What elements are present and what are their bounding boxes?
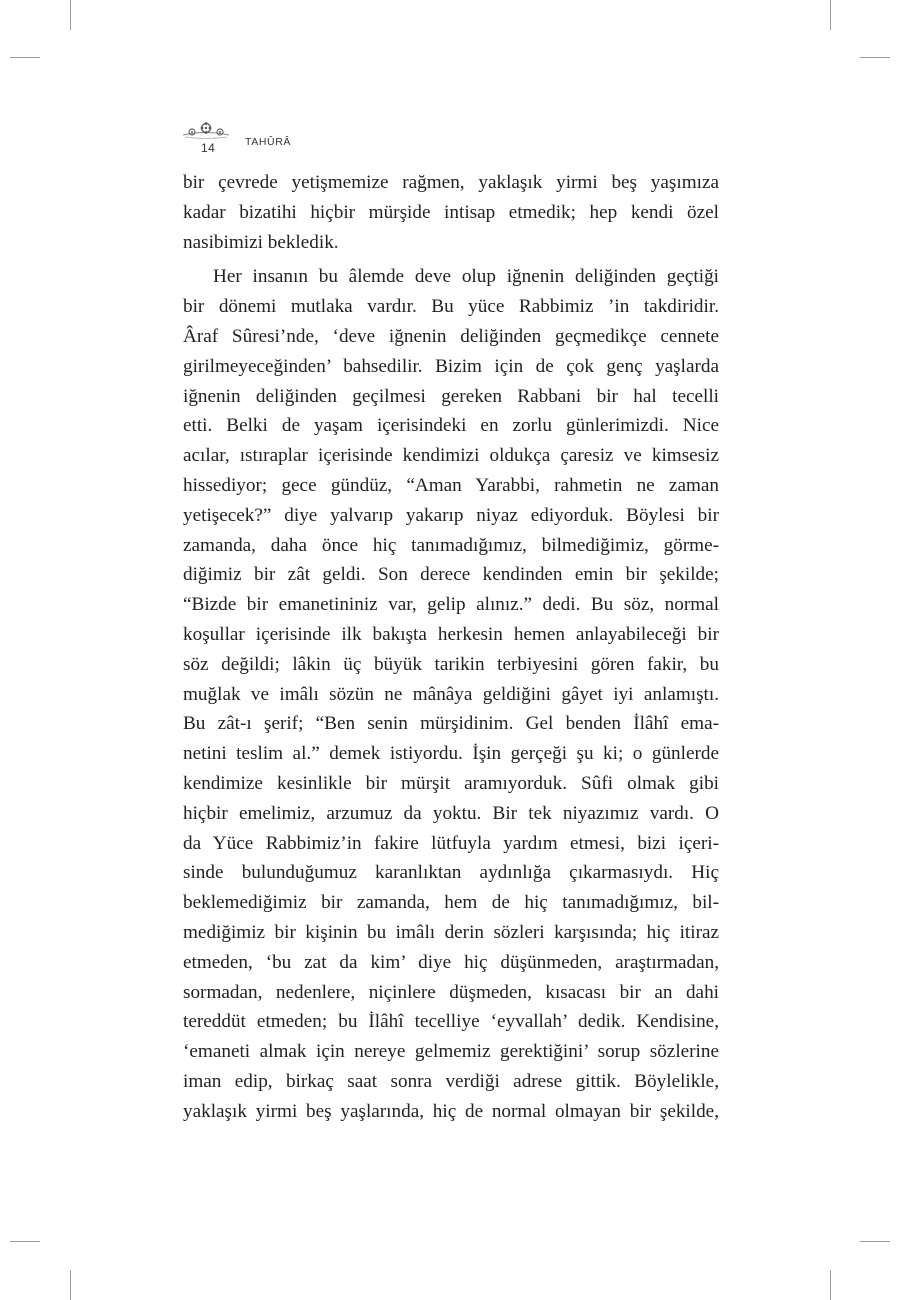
crop-mark-top-right	[830, 0, 831, 30]
floral-ornament-icon	[181, 120, 231, 142]
text-line: Her insanın bu âlemde deve olup iğnenin deliğinden geçtiği	[213, 266, 719, 288]
crop-mark-right-top	[860, 57, 890, 58]
text-line: iman edip, birkaç saat sonra verdiği adrese gittik. Böylelikle,	[183, 1070, 719, 1092]
text-line: netini teslim al.” demek istiyordu. İşin gerçeği şu ki; o günlerde	[183, 743, 719, 765]
text-line: söz değildi; lâkin üç büyük tarikin terbiyesini gören fakir, bu	[183, 653, 719, 675]
text-line: diğimiz bir zât geldi. Son derece kendinden emin bir şekilde;	[183, 564, 719, 586]
text-line: sormadan, nedenlere, niçinlere düşmeden, kısacası bir an dahi	[183, 981, 719, 1003]
text-line: bir çevrede yetişmemize rağmen, yaklaşık yirmi beş yaşımıza	[183, 172, 719, 193]
text-line: sinde bulunduğumuz karanlıktan aydınlığa çıkarmasıydı. Hiç	[183, 862, 719, 884]
text-line: ‘emaneti almak için nereye gelmemiz gerektiğini’ sorup sözlerine	[183, 1041, 719, 1063]
text-line: yetişecek?” diye yalvarıp yakarıp niyaz ediyorduk. Böylesi bir	[183, 504, 719, 526]
text-line: kendimize kesinlikle bir mürşit aramıyorduk. Sûfi olmak gibi	[183, 772, 719, 794]
text-line: hiçbir emelimiz, arzumuz da yoktu. Bir tek niyazımız vardı. O	[183, 802, 719, 824]
text-line: beklemediğimiz bir zamanda, hem de hiç tanımadığımız, bil-	[183, 892, 719, 914]
text-line: koşullar içerisinde ilk bakışta herkesin hemen anlayabileceği bir	[183, 623, 719, 645]
crop-mark-left-top	[10, 57, 40, 58]
crop-mark-right-bottom	[860, 1241, 890, 1242]
crop-mark-bottom-right	[830, 1270, 831, 1300]
text-line: yaklaşık yirmi beş yaşlarında, hiç de normal olmayan bir şekilde,	[183, 1100, 719, 1122]
text-line: nasibimizi bekledik.	[183, 231, 339, 253]
crop-mark-bottom-left	[70, 1270, 71, 1300]
text-line: Bu zât-ı şerif; “Ben senin mürşidinim. Gel benden İlâhî ema-	[183, 713, 719, 735]
text-line: acılar, ıstıraplar içerisinde kendimizi oldukça çaresiz ve kimsesiz	[183, 445, 719, 467]
text-line: bir dönemi mutlaka vardır. Bu yüce Rabbimiz ’in takdiridir.	[183, 296, 719, 318]
running-title: TAHÛRÂ	[245, 136, 291, 148]
text-line: tereddüt etmeden; bu İlâhî tecelliye ‘eyvallah’ dedik. Kendisine,	[183, 1011, 719, 1033]
text-line: kadar bizatihi hiçbir mürşide intisap etmedik; hep kendi özel	[183, 201, 719, 223]
page-number: 14	[201, 141, 216, 155]
page-header	[181, 120, 721, 160]
paragraph	[183, 168, 719, 257]
body-text	[183, 168, 719, 1127]
paragraph	[183, 262, 719, 1126]
text-line: etmeden, ‘bu zat da kim’ diye hiç düşünmeden, araştırmadan,	[183, 951, 719, 973]
crop-mark-left-bottom	[10, 1241, 40, 1242]
text-line: girilmeyeceğinden’ bahsedilir. Bizim için de çok genç yaşlarda	[183, 355, 719, 377]
text-line: Âraf Sûresi’nde, ‘deve iğnenin deliğinden geçmedikçe cennete	[183, 325, 719, 347]
text-line: etti. Belki de yaşam içerisindeki en zorlu günlerimizdi. Nice	[183, 415, 719, 437]
crop-mark-top-left	[70, 0, 71, 30]
text-line: mediğimiz bir kişinin bu imâlı derin sözleri karşısında; hiç itiraz	[183, 921, 719, 943]
text-line: “Bizde bir emanetininiz var, gelip alınız.” dedi. Bu söz, normal	[183, 594, 719, 616]
text-line: zamanda, daha önce hiç tanımadığımız, bilmediğimiz, görme-	[183, 534, 719, 556]
text-line: da Yüce Rabbimiz’in fakire lütfuyla yardım etmesi, bizi içeri-	[183, 832, 719, 854]
text-line: muğlak ve imâlı sözün ne mânâya geldiğini gâyet iyi anlamıştı.	[183, 683, 719, 705]
text-line: iğnenin deliğinden geçilmesi gereken Rabbani bir hal tecelli	[183, 385, 719, 407]
text-line: hissediyor; gece gündüz, “Aman Yarabbi, rahmetin ne zaman	[183, 474, 719, 496]
